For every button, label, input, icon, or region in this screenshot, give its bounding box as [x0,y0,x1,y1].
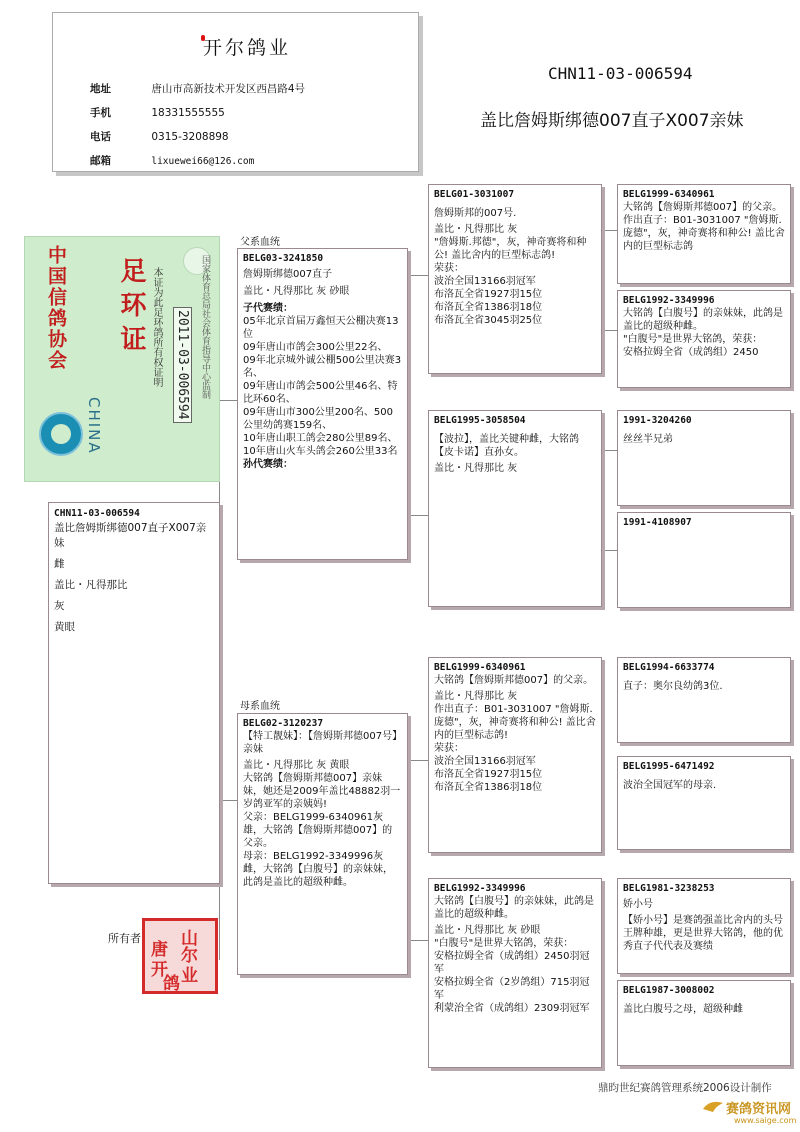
address-row [90,81,305,96]
sire-ring-id: BELG03-3241850 [243,253,324,264]
mobile-label: 手机 [90,107,111,119]
pigeon-title: 盖比詹姆斯绑德007直子X007亲妹 [480,111,744,131]
connector [602,330,617,331]
connector [408,760,428,761]
sire-results-label: 子代赛绩： [243,303,293,314]
sire-result: 10年唐山火车头鸽会260公里33名 [243,446,398,457]
connector [408,515,428,516]
pigeon-association-logo-icon [39,412,83,456]
dd-ring-id: BELG1992-3349996 [434,883,526,894]
ss-line: 布洛瓦全省1386羽18位 [434,302,543,313]
father-line-label: 父系血统 [240,237,280,248]
dam-ring-id: BELG02-3120237 [243,718,324,729]
ss-line: 布洛瓦全省3045羽25位 [434,315,543,326]
dd-line: 大铭鸽【白腹号】的亲妹妹，此鸽是盖比的超级种雌。 [434,896,594,920]
stamp-char: 尔 [181,946,198,966]
watermark-url: www.saige.com [734,1116,797,1125]
sire-dam-card [428,410,602,607]
footer-credit: 鼎昀世纪赛鸽管理系统2006设计制作 [598,1082,772,1094]
subject-name: 盖比詹姆斯绑德007直子X007亲妹 [54,522,207,549]
ss-line: 荣获： [434,263,464,274]
dd-line: 安格拉姆全省（2岁鸽组）715羽冠军 [434,977,590,1001]
ss-line: 布洛瓦全省1927羽15位 [434,289,543,300]
stamp-char: 业 [181,966,198,986]
mobile-value: 18331555555 [151,107,225,119]
sd-line: 【波拉】，盖比关键种雌，大铭鸽【皮卡诺】直孙女。 [434,434,579,458]
sire-grand-results-label: 孙代赛绩： [243,459,293,470]
dds-ring-id: BELG1981-3238253 [623,883,715,894]
dd-line: "白腹号"是世界大铭鸽，荣获： [434,938,574,949]
sire-name: 詹姆斯绑德007直子 [243,269,333,280]
sds-line: 丝丝半兄弟 [623,434,673,445]
sire-result: 09年唐山市300公里200名、500公里幼鸽赛159名、 [243,407,393,431]
connector [602,230,617,231]
sire-result: 05年北京首届万鑫恒天公棚决赛13位 [243,316,399,340]
ssd-line: 安格拉姆全省（成鸽组）2450 [623,347,759,358]
dam-sire-dam-card [617,756,791,850]
sire-sire-dam-card [617,290,791,388]
dss-ring-id: BELG1994-6633774 [623,662,715,673]
breeder-header-card [52,12,419,172]
watermark-site-name: 赛鸽资讯网 [726,1102,792,1117]
email-value: lixuewei66@126.com [151,156,255,167]
ring-certificate [24,236,220,482]
connector [602,450,617,451]
dam-line: 父亲：BELG1999-6340961灰雄，大铭鸽【詹姆斯邦德007】的父亲。 [243,812,393,849]
dam-sire-card [428,657,602,853]
email-label: 邮箱 [90,155,111,167]
dam-line: 【特工靓妹】：【詹姆斯邦德007号】亲妹 [243,731,398,755]
phone-row [90,129,229,144]
dd-line: 安格拉姆全省（成鸽组）2450羽冠军 [434,951,590,975]
dam-dam-dam-card [617,980,791,1066]
connector [219,800,237,801]
sire-dam-dam-card [617,512,791,608]
dam-sire-sire-card [617,657,791,743]
sire-dam-sire-card [617,410,791,506]
address-label: 地址 [90,83,111,95]
dd-line: 利蒙治全省（成鸽组）2309羽冠军 [434,1003,590,1014]
subject-color: 灰 [54,600,65,612]
ds-line: 作出直子：B01-3031007 "詹姆斯.庞德"，灰，神奇赛将和种公! 盖比舍内的巨型标志鸽! [434,704,596,741]
dam-dam-sire-card [617,878,791,974]
dam-line: 盖比・凡得那比 灰 黄眼 [243,760,350,771]
owner-seal-stamp [142,918,218,994]
ds-line: 波治全国13166羽冠军 [434,756,536,767]
ssd-line: "白腹号"是世界大铭鸽，荣获： [623,334,763,345]
dsd-line: 波治全国冠军的母亲. [623,780,717,791]
stamp-char: 山 [181,929,198,949]
sss-ring-id: BELG1999-6340961 [623,189,715,200]
ss-line: "詹姆斯.邦德"，灰，神奇赛将和种公! 盖比舍内的巨型标志鸽! [434,237,587,261]
ring-id-title: CHN11-03-006594 [548,64,693,83]
subject-pigeon-card [48,502,220,884]
dds-line: 娇小号 [623,899,653,910]
sd-line: 盖比・凡得那比 灰 [434,463,518,474]
stamp-char: 鸽 [163,974,180,994]
certificate-org: 中国信鸽协会 [45,245,67,371]
subject-ring-id: CHN11-03-006594 [54,508,140,519]
ss-ring-id: BELG01-3031007 [434,189,515,200]
sire-result: 09年唐山市鸽会500公里46名、特比环60名、 [243,381,398,405]
ds-line: 荣获： [434,743,464,754]
dss-line: 直子：奥尔良幼鸽3位. [623,681,723,692]
ds-line: 布洛瓦全省1927羽15位 [434,769,543,780]
email-row [90,153,254,168]
dam-line: 母亲：BELG1992-3349996灰雌，大铭鸽【白腹号】的亲妹妹，此鸽是盖比的超级种雌。 [243,851,393,888]
mobile-row [90,105,225,120]
connector [408,940,428,941]
ds-line: 大铭鸽【詹姆斯邦德007】的父亲。 [434,675,594,686]
sdd-ring-id: 1991-4108907 [623,517,692,528]
dam-line: 大铭鸽【詹姆斯邦德007】亲妹妹，她还是2009年盖比48882羽一岁鸽亚军的亲姨妈! [243,773,401,810]
ss-line: 波治全国13166羽冠军 [434,276,536,287]
dds-line: 【娇小号】是赛鸽强盖比舍内的头号王牌种雄，更是世界大铭鸽，他的优秀直子代代表及赛绩 [623,915,783,952]
certificate-country: CHINA [85,397,103,455]
dam-dam-card [428,878,602,1068]
certificate-supervisor: 国家体育总局社会体育指导中心监制 [200,255,210,399]
phone-label: 电话 [90,131,111,143]
pigeon-logo-icon [702,1097,724,1113]
ddd-line: 盖比白腹号之母，超级种雌 [623,1004,743,1015]
connector [408,760,409,940]
certificate-statement: 本证为此足环鸽所有权证明 [151,267,162,387]
sire-result: 09年唐山市鸽会300公里22名、 [243,342,388,353]
company-name: 开尔鸽业 [203,37,292,59]
certificate-title: 足环证 [116,257,146,359]
sire-sire-sire-card [617,184,791,284]
sd-ring-id: BELG1995-3058504 [434,415,526,426]
dd-line: 盖比・凡得那比 灰 砂眼 [434,925,541,936]
ds-line: 盖比・凡得那比 灰 [434,691,518,702]
mother-line-label: 母系血统 [240,701,280,712]
connector [408,275,428,276]
subject-eye: 黄眼 [54,621,75,633]
sire-sire-card [428,184,602,374]
sire-info: 盖比・凡得那比 灰 砂眼 [243,286,350,297]
ssd-line: 大铭鸽【白腹号】的亲妹妹，此鸽是盖比的超级种雌。 [623,308,783,332]
connector [602,550,617,551]
ds-line: 布洛瓦全省1386羽18位 [434,782,543,793]
subject-sex: 雌 [54,558,65,570]
stamp-char: 开 [151,960,168,980]
connector [219,400,237,401]
ssd-ring-id: BELG1992-3349996 [623,295,715,306]
sire-card [237,248,408,560]
phone-value: 0315-3208898 [151,131,229,143]
ss-line: 盖比・凡得那比 灰 [434,224,518,235]
dsd-ring-id: BELG1995-6471492 [623,761,715,772]
certificate-ring-number: 2011-03-006594 [173,307,192,423]
dam-card [237,713,408,975]
sire-result: 10年唐山职工鸽会280公里89名、 [243,433,398,444]
connector [408,275,409,520]
address-value: 唐山市高新技术开发区西昌路4号 [151,83,306,95]
sss-line: 作出直子：B01-3031007 "詹姆斯.庞德"，灰，神奇赛将和种公! 盖比舍内的巨型标志鸽 [623,215,785,252]
stamp-char: 唐 [151,940,168,960]
ddd-ring-id: BELG1987-3008002 [623,985,715,996]
ss-line: 詹姆斯邦的007号. [434,208,517,219]
ds-ring-id: BELG1999-6340961 [434,662,526,673]
sire-result: 09年北京城外诚公棚500公里决赛3名、 [243,355,402,379]
subject-strain: 盖比・凡得那比 [54,579,128,591]
owner-label: 所有者 [108,932,141,945]
sss-line: 大铭鸽【詹姆斯邦德007】的父亲。 [623,202,783,213]
sds-ring-id: 1991-3204260 [623,415,692,426]
